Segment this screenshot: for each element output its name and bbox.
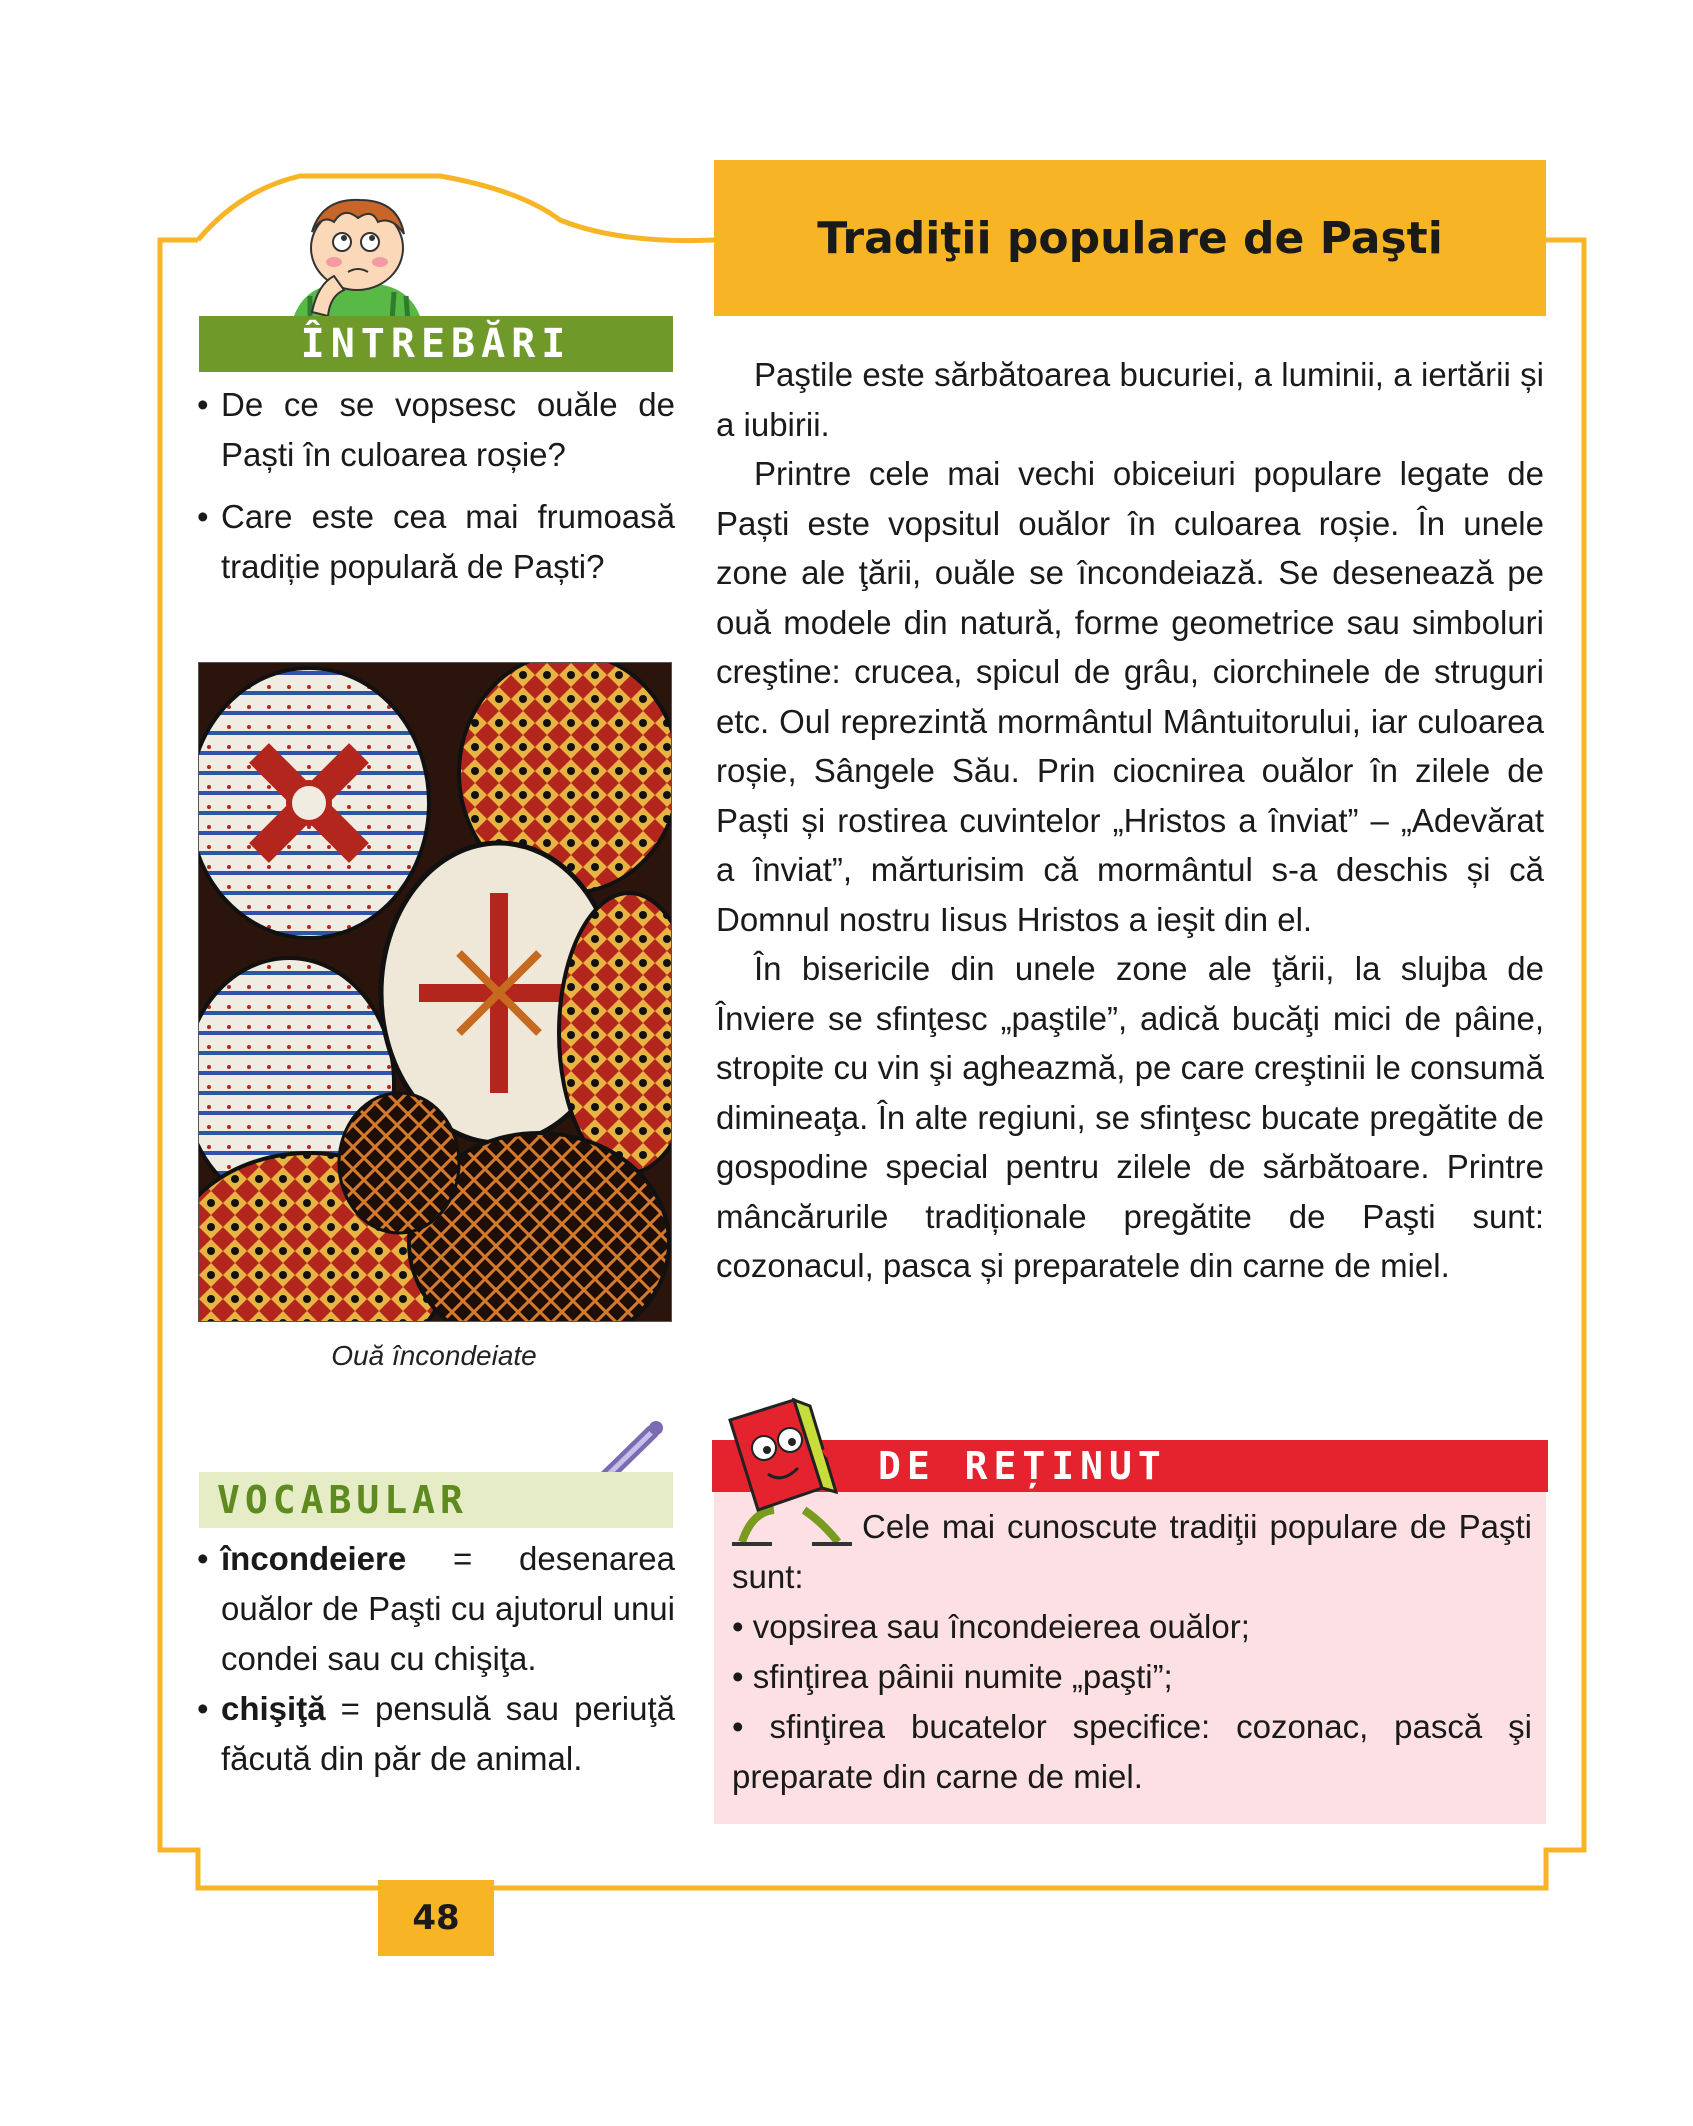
- remember-intro: Cele mai cunoscute tradiţii populare de Paşti sunt:: [732, 1508, 1532, 1595]
- remember-text: [732, 1502, 1532, 1802]
- list-item: • Care este cea mai frumoasă tradiție populară de Paști?: [197, 498, 675, 585]
- list-item: • sfinţirea pâinii numite „paşti”;: [732, 1658, 1173, 1695]
- vocabulary-term: încondeiere: [221, 1540, 407, 1577]
- questions-list: [197, 380, 675, 604]
- remember-heading: DE REȚINUT: [712, 1440, 1548, 1492]
- question-text: De ce se vopsesc ouăle de Paști în culoarea roșie?: [221, 386, 675, 473]
- list-item: • De ce se vopsesc ouăle de Paști în culoarea roșie?: [197, 386, 675, 473]
- vocabulary-definition: = pensulă sau periuţă făcută din păr de animal.: [221, 1690, 676, 1777]
- list-item: • chişiţă = pensulă sau periuţă făcută din păr de animal.: [197, 1690, 676, 1777]
- photo-caption: Ouă încondeiate: [331, 1340, 537, 1371]
- vocabulary-definition: = desenarea ouălor de Paşti cu ajutorul unui condei sau cu chişiţa.: [221, 1540, 675, 1677]
- vocabulary-heading: VOCABULAR: [199, 1472, 673, 1528]
- article-paragraph: În bisericile din unele zone ale ţării, la slujba de Înviere se sfinţesc „paştile”, adică bucăţi mici de pâine, stropite cu vin şi agheazmă, pe care creştinii le consumă dimineaţa. În alte regiuni, se sfinţesc bucate pregătite de gospodine special pentru zilele de sărbătoare. Printre mâncărurile tradiționale pregătite de Paşti sunt: cozonacul, pasca și preparatele din carne de miel.: [716, 950, 1544, 1284]
- question-text: Care este cea mai frumoasă tradiție populară de Paști?: [221, 498, 675, 585]
- thinking-kid-illustration: [282, 192, 432, 322]
- article-paragraph: Printre cele mai vechi obiceiuri populare legate de Paști este vopsitul ouălor în culoarea roșie. În unele zone ale ţării, ouăle se încondeiază. Se desenează pe ouă modele din natură, forme geometrice sau simboluri creştine: crucea, spicul de grâu, ciorchinele de struguri etc. Oul reprezintă mormântul Mântuitorului, iar culoarea roșie, Sângele Său. Prin ciocnirea ouălor în zilele de Paști și rostirea cuvintelor „Hristos a înviat” – „Adevărat a înviat”, mărturisim că mormântul s-a deschis și că Domnul nostru Iisus Hristos a ieşit din el.: [716, 455, 1544, 938]
- page-number: 48: [378, 1880, 494, 1956]
- list-item: • sfinţirea bucatelor specifice: cozonac, pască şi preparate din carne de miel.: [732, 1708, 1532, 1795]
- questions-heading: ÎNTREBĂRI: [199, 316, 673, 372]
- vocabulary-list: [197, 1534, 675, 1784]
- list-item: • încondeiere = desenarea ouălor de Paşti cu ajutorul unui condei sau cu chişiţa.: [197, 1540, 675, 1677]
- vocabulary-term: chişiţă: [221, 1690, 326, 1727]
- article-paragraph: Paştile este sărbătoarea bucuriei, a luminii, a iertării și a iubirii.: [716, 356, 1544, 443]
- article-title-box: [714, 160, 1546, 316]
- painted-eggs-photo: [198, 662, 672, 1322]
- article-body: [716, 350, 1544, 1291]
- list-item: • vopsirea sau încondeierea ouălor;: [732, 1608, 1250, 1645]
- article-title: Tradiţii populare de Paşti: [817, 212, 1443, 264]
